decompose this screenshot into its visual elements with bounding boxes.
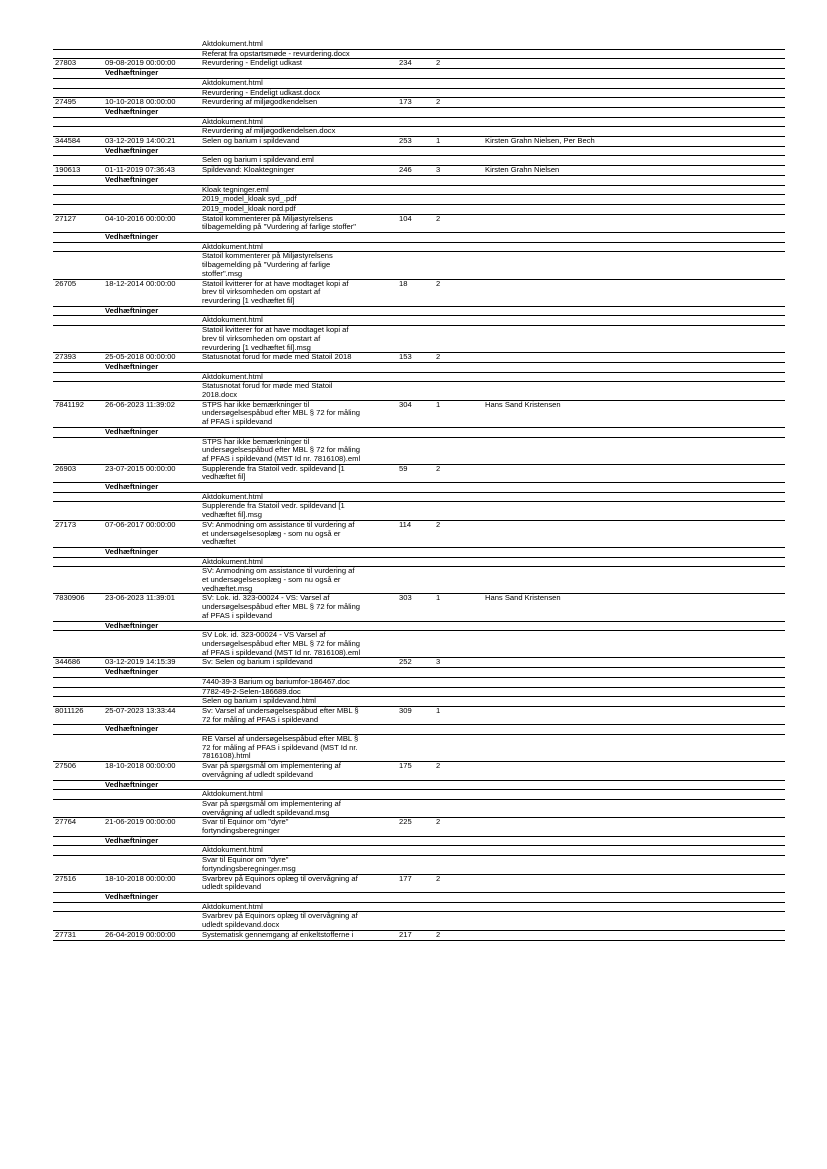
attachments-label: Vedhæftninger bbox=[105, 174, 159, 184]
attachments-header-row bbox=[53, 781, 785, 791]
cell-doc-number: 225 bbox=[399, 817, 412, 827]
attachment-filename: Aktdokument.html bbox=[202, 39, 263, 48]
attachment-filename: RE Varsel af undersøgelsespåbud efter MBL § 72 for måling af PFAS i spildevand (MST Id nr. 7816108).html bbox=[202, 734, 359, 761]
record-row bbox=[53, 215, 785, 233]
attachments-header-row bbox=[53, 837, 785, 847]
attachment-row bbox=[53, 195, 785, 205]
attachment-row bbox=[53, 790, 785, 800]
attachment-row bbox=[53, 567, 785, 594]
cell-doc-number: 252 bbox=[399, 657, 412, 667]
attachments-header-row bbox=[53, 233, 785, 243]
cell-doc-number: 59 bbox=[399, 463, 408, 473]
cell-attachment-count: 2 bbox=[436, 873, 441, 883]
attachment-filename: Selen og barium i spildevand.html bbox=[202, 696, 316, 706]
cell-doc-number: 177 bbox=[399, 873, 412, 883]
cell-doc-number: 217 bbox=[399, 929, 412, 939]
cell-title: Svar på spørgsmål om implementering af overvågning af udledt spildevand bbox=[202, 761, 341, 779]
cell-date: 21-06-2019 00:00:00 bbox=[105, 817, 176, 827]
record-row bbox=[53, 98, 785, 108]
attachments-label: Vedhæftninger bbox=[105, 482, 159, 492]
attachment-row bbox=[53, 735, 785, 762]
cell-date: 23-06-2023 11:39:01 bbox=[105, 593, 175, 603]
cell-case-id: 27127 bbox=[55, 213, 77, 223]
attachment-filename: Svar på spørgsmål om implementering af overvågning af udledt spildevand.msg bbox=[202, 798, 341, 817]
attachment-filename: 7782-49-2-Selen-186689.doc bbox=[202, 686, 301, 696]
attachment-filename: Referat fra opstartsmøde - revurdering.docx bbox=[202, 48, 350, 58]
attachment-row bbox=[53, 186, 785, 196]
cell-case-id: 190613 bbox=[55, 165, 81, 175]
attachment-row bbox=[53, 243, 785, 253]
attachments-label: Vedhæftninger bbox=[105, 232, 159, 242]
cell-title: Svar til Equinor om "dyre" fortyndingsberegninger bbox=[202, 817, 289, 836]
cell-case-id: 8011126 bbox=[55, 705, 84, 715]
cell-date: 18-10-2018 00:00:00 bbox=[105, 873, 176, 883]
attachments-label: Vedhæftninger bbox=[105, 891, 159, 901]
attachment-filename: Statusnotat forud for møde med Statoil 2018.docx bbox=[202, 381, 333, 400]
cell-date: 07-06-2017 00:00:00 bbox=[105, 519, 176, 529]
cell-case-id: 7830906 bbox=[55, 593, 85, 603]
cell-title: Statoil kommenterer på Miljøstyrelsens tilbagemelding på "Vurdering af farlige stoffer" bbox=[202, 213, 356, 232]
attachments-header-row bbox=[53, 69, 785, 79]
cell-title: Systematisk gennemgang af enkeltstofferne i bbox=[202, 929, 354, 939]
cell-date: 10-10-2018 00:00:00 bbox=[105, 97, 176, 107]
cell-date: 25-05-2018 00:00:00 bbox=[105, 352, 176, 362]
attachment-row bbox=[53, 903, 785, 913]
attachment-row bbox=[53, 502, 785, 520]
attachments-header-row bbox=[53, 147, 785, 157]
record-row bbox=[53, 280, 785, 307]
cell-date: 04-10-2016 00:00:00 bbox=[105, 213, 176, 223]
attachment-filename: 2019_model_kloak nord.pdf bbox=[202, 203, 296, 213]
attachment-filename: Aktdokument.html bbox=[202, 116, 263, 126]
attachments-label: Vedhæftninger bbox=[105, 106, 159, 116]
cell-attachment-count: 1 bbox=[436, 705, 441, 715]
cell-doc-number: 234 bbox=[399, 58, 412, 68]
attachment-row bbox=[53, 373, 785, 383]
cell-attachment-count: 2 bbox=[436, 519, 441, 529]
record-row bbox=[53, 465, 785, 483]
cell-title: STPS har ikke bemærkninger til undersøgelsespåbud efter MBL § 72 for måling af PFAS i spildevand bbox=[202, 399, 361, 427]
attachments-label: Vedhæftninger bbox=[105, 546, 159, 556]
cell-case-id: 27516 bbox=[55, 873, 77, 883]
attachments-header-row bbox=[53, 108, 785, 118]
attachment-filename: SV: Anmodning om assistance til vurdering af et undersøgelsesoplæg - som nu også er vedhæftet.msg bbox=[202, 566, 355, 593]
cell-title: SV: Anmodning om assistance til vurdering af et undersøgelsesoplæg - som nu også er vedhæftet bbox=[202, 519, 355, 547]
cell-title: Spildevand: Kloaktegninger bbox=[202, 165, 295, 175]
attachment-filename: Revurdering - Endeligt udkast.docx bbox=[202, 87, 321, 97]
cell-date: 01-11-2019 07:36:43 bbox=[105, 165, 175, 175]
attachment-row bbox=[53, 118, 785, 128]
cell-title: Sv: Selen og barium i spildevand bbox=[202, 657, 313, 667]
attachment-row bbox=[53, 438, 785, 465]
cell-doc-number: 153 bbox=[399, 352, 412, 362]
attachment-row bbox=[53, 382, 785, 400]
cell-attachment-count: 2 bbox=[436, 352, 441, 362]
attachment-filename: Kloak tegninger.eml bbox=[202, 184, 269, 194]
cell-attachment-count: 3 bbox=[436, 165, 441, 175]
cell-title: Svarbrev på Equinors oplæg til overvågning af udledt spildevand bbox=[202, 873, 358, 892]
attachment-row bbox=[53, 326, 785, 353]
cell-doc-number: 114 bbox=[399, 519, 412, 529]
attachment-row bbox=[53, 631, 785, 658]
cell-case-id: 27764 bbox=[55, 817, 77, 827]
attachment-filename: Revurdering af miljøgodkendelsen.docx bbox=[202, 126, 336, 136]
cell-persons: Kirsten Grahn Nielsen bbox=[485, 165, 560, 175]
record-row bbox=[53, 658, 785, 668]
cell-date: 03-12-2019 14:00:21 bbox=[105, 136, 176, 146]
attachment-row bbox=[53, 912, 785, 930]
attachment-filename: Aktdokument.html bbox=[202, 901, 263, 911]
cell-attachment-count: 2 bbox=[436, 213, 441, 223]
cell-persons: Hans Sand Kristensen bbox=[485, 399, 561, 409]
attachments-header-row bbox=[53, 622, 785, 632]
record-row bbox=[53, 137, 785, 147]
cell-doc-number: 246 bbox=[399, 165, 412, 175]
cell-doc-number: 304 bbox=[399, 399, 412, 409]
cell-doc-number: 104 bbox=[399, 213, 412, 223]
cell-doc-number: 303 bbox=[399, 593, 412, 603]
attachment-filename: Selen og barium i spildevand.eml bbox=[202, 155, 314, 165]
attachments-label: Vedhæftninger bbox=[105, 305, 159, 315]
attachment-filename: Supplerende fra Statoil vedr. spildevand [1 vedhæftet fil].msg bbox=[202, 501, 345, 520]
cell-attachment-count: 1 bbox=[436, 136, 441, 146]
attachment-row bbox=[53, 688, 785, 698]
record-row bbox=[53, 707, 785, 725]
cell-case-id: 27506 bbox=[55, 761, 77, 771]
record-row bbox=[53, 166, 785, 176]
record-row bbox=[53, 353, 785, 363]
attachments-label: Vedhæftninger bbox=[105, 835, 159, 845]
attachment-filename: Svarbrev på Equinors oplæg til overvågning af udledt spildevand.docx bbox=[202, 911, 358, 930]
record-row bbox=[53, 818, 785, 836]
cell-attachment-count: 2 bbox=[436, 278, 441, 288]
cell-title: Revurdering - Endeligt udkast bbox=[202, 58, 303, 68]
cell-title: Sv: Varsel af undersøgelsespåbud efter MBL § 72 for måling af PFAS i spildevand bbox=[202, 705, 359, 724]
attachment-filename: STPS har ikke bemærkninger til undersøgelsespåbud efter MBL § 72 for måling af PFAS i spildevand (MST Id nr. 7816108).eml bbox=[202, 436, 361, 463]
attachments-label: Vedhæftninger bbox=[105, 68, 159, 78]
cell-doc-number: 175 bbox=[399, 761, 412, 771]
attachment-filename: Aktdokument.html bbox=[202, 241, 263, 251]
attachments-label: Vedhæftninger bbox=[105, 724, 159, 734]
attachments-label: Vedhæftninger bbox=[105, 779, 159, 789]
cell-date: 09-08-2019 00:00:00 bbox=[105, 58, 176, 68]
cell-attachment-count: 2 bbox=[436, 761, 441, 771]
cell-date: 26-04-2019 00:00:00 bbox=[105, 929, 176, 939]
cell-case-id: 26705 bbox=[55, 278, 77, 288]
cell-date: 03-12-2019 14:15:39 bbox=[105, 657, 176, 667]
cell-attachment-count: 1 bbox=[436, 593, 441, 603]
attachments-label: Vedhæftninger bbox=[105, 361, 159, 371]
cell-attachment-count: 1 bbox=[436, 399, 441, 409]
cell-attachment-count: 2 bbox=[436, 817, 441, 827]
attachments-header-row bbox=[53, 363, 785, 373]
attachment-row bbox=[53, 678, 785, 688]
attachments-header-row bbox=[53, 893, 785, 903]
cell-doc-number: 18 bbox=[399, 278, 408, 288]
attachment-filename: Aktdokument.html bbox=[202, 77, 263, 87]
attachment-filename: Statoil kommenterer på Miljøstyrelsens tilbagemelding på "Vurdering af farlige stoffer".msg bbox=[202, 251, 333, 278]
cell-case-id: 344584 bbox=[55, 136, 81, 146]
cell-title: Statusnotat forud for møde med Statoil 2018 bbox=[202, 352, 352, 362]
attachment-filename: Aktdokument.html bbox=[202, 491, 263, 501]
attachment-filename: Svar til Equinor om "dyre" fortyndingsberegninger.msg bbox=[202, 855, 296, 873]
attachments-header-row bbox=[53, 548, 785, 558]
attachment-row bbox=[53, 846, 785, 856]
attachments-header-row bbox=[53, 668, 785, 678]
attachments-label: Vedhæftninger bbox=[105, 667, 159, 677]
cell-case-id: 27803 bbox=[55, 58, 77, 68]
attachment-row bbox=[53, 558, 785, 568]
cell-date: 18-12-2014 00:00:00 bbox=[105, 278, 176, 288]
attachment-filename: Statoil kvitterer for at have modtaget kopi af brev til virksomheden om opstart af revurdering [1 vedhæftet fil].msg bbox=[202, 325, 349, 352]
cell-date: 25-07-2023 13:33:44 bbox=[105, 705, 176, 715]
attachments-label: Vedhæftninger bbox=[105, 145, 159, 155]
attachments-header-row bbox=[53, 428, 785, 438]
attachment-filename: 2019_model_kloak syd_.pdf bbox=[202, 194, 297, 204]
attachment-filename: 7440-39-3 Barium og bariumfor-186467.doc bbox=[202, 676, 350, 686]
attachments-header-row bbox=[53, 176, 785, 186]
cell-title: Statoil kvitterer for at have modtaget kopi af brev til virksomheden om opstart af revurdering [1 vedhæftet fil] bbox=[202, 278, 349, 305]
cell-date: 18-10-2018 00:00:00 bbox=[105, 761, 176, 771]
cell-title: Selen og barium i spildevand bbox=[202, 136, 300, 146]
attachment-row bbox=[53, 316, 785, 326]
cell-date: 26-06-2023 11:39:02 bbox=[105, 399, 175, 409]
attachments-label: Vedhæftninger bbox=[105, 426, 159, 436]
cell-attachment-count: 2 bbox=[436, 97, 441, 107]
cell-case-id: 27495 bbox=[55, 97, 77, 107]
cell-attachment-count: 2 bbox=[436, 58, 441, 68]
attachment-row bbox=[53, 856, 785, 874]
attachments-header-row bbox=[53, 725, 785, 735]
attachment-filename: Aktdokument.html bbox=[202, 371, 263, 381]
cell-case-id: 27393 bbox=[55, 352, 77, 362]
record-row bbox=[53, 521, 785, 548]
document-table bbox=[53, 40, 785, 941]
record-row bbox=[53, 931, 785, 941]
attachment-filename: Aktdokument.html bbox=[202, 556, 263, 566]
cell-doc-number: 173 bbox=[399, 97, 412, 107]
attachment-filename: Aktdokument.html bbox=[202, 789, 263, 799]
record-row bbox=[53, 401, 785, 428]
record-row bbox=[53, 594, 785, 621]
attachment-row bbox=[53, 252, 785, 279]
cell-case-id: 344686 bbox=[55, 657, 81, 667]
attachment-row bbox=[53, 40, 785, 50]
cell-attachment-count: 2 bbox=[436, 463, 441, 473]
cell-attachment-count: 3 bbox=[436, 657, 441, 667]
cell-doc-number: 309 bbox=[399, 705, 412, 715]
cell-case-id: 26903 bbox=[55, 463, 77, 473]
cell-case-id: 27731 bbox=[55, 929, 77, 939]
attachment-filename: Aktdokument.html bbox=[202, 315, 263, 325]
cell-title: Revurdering af miljøgodkendelsen bbox=[202, 97, 318, 107]
cell-persons: Kirsten Grahn Nielsen, Per Bech bbox=[485, 136, 595, 146]
cell-case-id: 27173 bbox=[55, 519, 77, 529]
cell-persons: Hans Sand Kristensen bbox=[485, 593, 561, 603]
record-row bbox=[53, 59, 785, 69]
cell-attachment-count: 2 bbox=[436, 929, 441, 939]
attachment-filename: Aktdokument.html bbox=[202, 845, 263, 855]
record-row bbox=[53, 875, 785, 893]
attachment-row bbox=[53, 800, 785, 818]
attachments-header-row bbox=[53, 307, 785, 317]
attachments-header-row bbox=[53, 483, 785, 493]
cell-doc-number: 253 bbox=[399, 136, 412, 146]
attachment-row bbox=[53, 493, 785, 503]
cell-case-id: 7841192 bbox=[55, 399, 84, 409]
record-row bbox=[53, 762, 785, 780]
attachments-label: Vedhæftninger bbox=[105, 620, 159, 630]
attachment-row bbox=[53, 79, 785, 89]
attachment-filename: SV Lok. id. 323-00024 - VS Varsel af undersøgelsespåbud efter MBL § 72 for måling af PFAS i spildevand (MST Id nr. 7816108).eml bbox=[202, 630, 361, 657]
cell-date: 23-07-2015 00:00:00 bbox=[105, 463, 176, 473]
cell-title: SV: Lok. id. 323-00024 - VS: Varsel af undersøgelsespåbud efter MBL § 72 for måling af PFAS i spildevand bbox=[202, 593, 361, 620]
cell-title: Supplerende fra Statoil vedr. spildevand [1 vedhæftet fil] bbox=[202, 463, 345, 482]
